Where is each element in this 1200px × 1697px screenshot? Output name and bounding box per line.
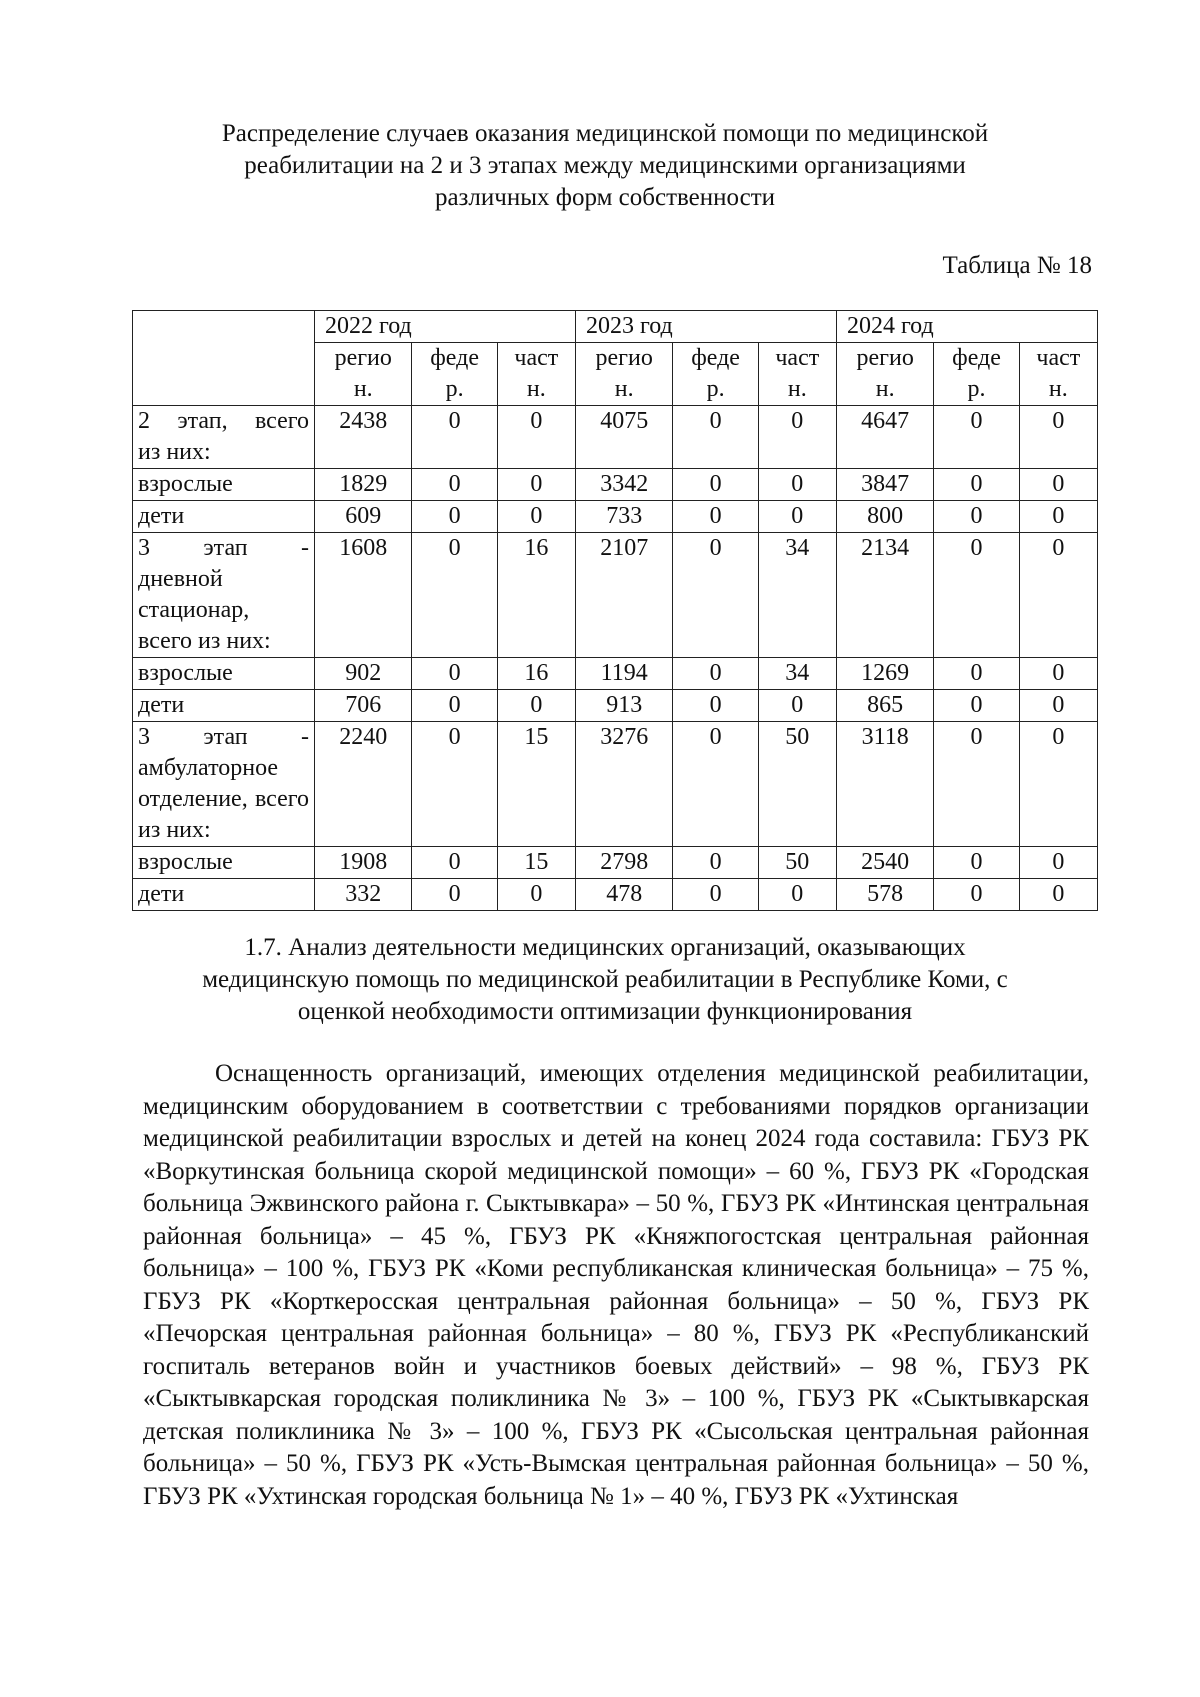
table-cell: 0 — [412, 722, 497, 847]
table-cell: 3847 — [836, 469, 933, 501]
table-cell: 478 — [575, 879, 672, 911]
table-body — [133, 406, 1098, 911]
table-row — [133, 722, 1098, 847]
table-cell: 1908 — [315, 847, 412, 879]
table-cell: 1269 — [836, 658, 933, 690]
table-cell: 733 — [575, 501, 672, 533]
table-row — [133, 690, 1098, 722]
table-cell: 1829 — [315, 469, 412, 501]
year-header: 2024 год — [836, 311, 1097, 343]
table-cell: 0 — [1019, 406, 1097, 469]
table-cell: 706 — [315, 690, 412, 722]
table-cell: 34 — [758, 533, 836, 658]
table-cell: 332 — [315, 879, 412, 911]
table-row — [133, 658, 1098, 690]
table-row — [133, 501, 1098, 533]
table-cell: 15 — [497, 847, 575, 879]
section-title-line: 1.7. Анализ деятельности медицинских организаций, оказывающих — [244, 934, 966, 961]
table-cell: 2240 — [315, 722, 412, 847]
table-cell: 0 — [934, 469, 1019, 501]
year-header: 2023 год — [575, 311, 836, 343]
table-cell: 15 — [497, 722, 575, 847]
table-cell: 609 — [315, 501, 412, 533]
table-cell: 1194 — [575, 658, 672, 690]
table-cell: 0 — [673, 406, 758, 469]
table-cell: 34 — [758, 658, 836, 690]
table-cell: 50 — [758, 722, 836, 847]
table-cell: 0 — [412, 658, 497, 690]
table-cell: 0 — [412, 501, 497, 533]
table-cell: 3276 — [575, 722, 672, 847]
table-cell: 0 — [1019, 690, 1097, 722]
table-cell: 578 — [836, 879, 933, 911]
subheader-private: част н. — [1019, 343, 1097, 406]
table-cell: 2438 — [315, 406, 412, 469]
table-cell: 0 — [934, 406, 1019, 469]
subheader-private: част н. — [497, 343, 575, 406]
table-cell: 3118 — [836, 722, 933, 847]
row-label: дети — [133, 879, 315, 911]
title-line: различных форм собственности — [434, 184, 776, 211]
table-cell: 0 — [1019, 533, 1097, 658]
table-cell: 0 — [934, 847, 1019, 879]
table-cell: 0 — [1019, 722, 1097, 847]
table-cell: 50 — [758, 847, 836, 879]
table-cell: 1608 — [315, 533, 412, 658]
table-cell: 800 — [836, 501, 933, 533]
table-cell: 0 — [673, 469, 758, 501]
table-cell: 0 — [497, 690, 575, 722]
table-caption: Таблица № 18 — [942, 252, 1092, 279]
table-cell: 2107 — [575, 533, 672, 658]
subheader-regional: регио н. — [836, 343, 933, 406]
table-cell: 0 — [758, 501, 836, 533]
table-cell: 0 — [758, 469, 836, 501]
header-empty-cell — [133, 311, 315, 406]
section-title-line: медицинскую помощь по медицинской реабилитации в Республике Коми, с — [202, 966, 1008, 993]
table-cell: 0 — [497, 469, 575, 501]
table-cell: 0 — [1019, 847, 1097, 879]
table-cell: 0 — [497, 501, 575, 533]
table-cell: 865 — [836, 690, 933, 722]
table-cell: 4647 — [836, 406, 933, 469]
table-cell: 4075 — [575, 406, 672, 469]
subheader-regional: регио н. — [315, 343, 412, 406]
table-row — [133, 847, 1098, 879]
row-label: взрослые — [133, 469, 315, 501]
table-cell: 0 — [412, 847, 497, 879]
table-cell: 0 — [758, 690, 836, 722]
subheader-federal: феде р. — [673, 343, 758, 406]
row-label: дети — [133, 501, 315, 533]
table-cell: 0 — [673, 533, 758, 658]
subheader-federal: феде р. — [412, 343, 497, 406]
table-cell: 902 — [315, 658, 412, 690]
table-cell: 0 — [934, 879, 1019, 911]
table-cell: 0 — [673, 501, 758, 533]
row-label: 3 этап - дневной стационар, всего из них: — [133, 533, 315, 658]
section-title-line: оценкой необходимости оптимизации функционирования — [297, 998, 913, 1025]
table-cell: 2540 — [836, 847, 933, 879]
table-cell: 0 — [1019, 658, 1097, 690]
subheader-federal: феде р. — [934, 343, 1019, 406]
table-cell: 16 — [497, 533, 575, 658]
table-cell: 2134 — [836, 533, 933, 658]
table-cell: 0 — [758, 406, 836, 469]
data-table — [132, 310, 1098, 911]
table-cell: 0 — [934, 501, 1019, 533]
table-cell: 0 — [673, 690, 758, 722]
title-line: реабилитации на 2 и 3 этапах между медицинскими организациями — [244, 152, 966, 179]
title-line: Распределение случаев оказания медицинской помощи по медицинской — [221, 120, 989, 147]
table-cell: 3342 — [575, 469, 672, 501]
year-header: 2022 год — [315, 311, 576, 343]
table-row — [133, 469, 1098, 501]
table-row — [133, 879, 1098, 911]
table-cell: 0 — [934, 658, 1019, 690]
table-cell: 0 — [1019, 469, 1097, 501]
table-cell: 0 — [673, 879, 758, 911]
table-cell: 0 — [673, 722, 758, 847]
table-cell: 0 — [934, 533, 1019, 658]
subheader-private: част н. — [758, 343, 836, 406]
table-cell: 0 — [497, 879, 575, 911]
table-row — [133, 406, 1098, 469]
table-cell: 2798 — [575, 847, 672, 879]
table-cell: 0 — [412, 533, 497, 658]
table-cell: 0 — [412, 469, 497, 501]
row-label: взрослые — [133, 847, 315, 879]
table-header-years — [133, 311, 1098, 343]
subheader-regional: регио н. — [575, 343, 672, 406]
table-cell: 0 — [412, 690, 497, 722]
table-cell: 0 — [934, 722, 1019, 847]
row-label: взрослые — [133, 658, 315, 690]
row-label: дети — [133, 690, 315, 722]
table-row — [133, 533, 1098, 658]
table-cell: 0 — [1019, 501, 1097, 533]
table-cell: 0 — [934, 690, 1019, 722]
table-cell: 0 — [412, 879, 497, 911]
table-cell: 0 — [673, 658, 758, 690]
section-title — [140, 932, 1070, 1028]
table-cell: 0 — [758, 879, 836, 911]
table-cell: 0 — [497, 406, 575, 469]
table-cell: 16 — [497, 658, 575, 690]
row-label: 3 этап - амбулаторное отделение, всего из них: — [133, 722, 315, 847]
row-label: 2 этап, всего из них: — [133, 406, 315, 469]
document-title — [140, 118, 1070, 214]
body-paragraph: Оснащенность организаций, имеющих отделения медицинской реабилитации, медицинским оборудованием в соответствии с требованиями порядков организации медицинской реабилитации взрослых и детей на конец 2024 года составила: ГБУЗ РК «Воркутинская больница скорой медицинской помощи» – 60 %, ГБУЗ РК «Городская больница Эжвинского района г. Сыктывкара» – 50 %, ГБУЗ РК «Интинская центральная районная больница» – 45 %, ГБУЗ РК «Княжпогостская центральная районная больница» – 100 %, ГБУЗ РК «Коми республиканская клиническая больница» – 75 %, ГБУЗ РК «Корткеросская центральная районная больница» – 50 %, ГБУЗ РК «Печорская центральная районная больница» – 80 %, ГБУЗ РК «Республиканский госпиталь ветеранов войн и участников боевых действий» – 98 %, ГБУЗ РК «Сыктывкарская городская поликлиника № 3» – 100 %, ГБУЗ РК «Сыктывкарская детская поликлиника № 3» – 100 %, ГБУЗ РК «Сысольская центральная районная больница» – 50 %, ГБУЗ РК «Усть-Вымская центральная районная больница» – 50 %, ГБУЗ РК «Ухтинская городская больница № 1» – 40 %, ГБУЗ РК «Ухтинская — [143, 1060, 1089, 1510]
table-cell: 0 — [673, 847, 758, 879]
table-cell: 0 — [412, 406, 497, 469]
table-cell: 0 — [1019, 879, 1097, 911]
table-cell: 913 — [575, 690, 672, 722]
